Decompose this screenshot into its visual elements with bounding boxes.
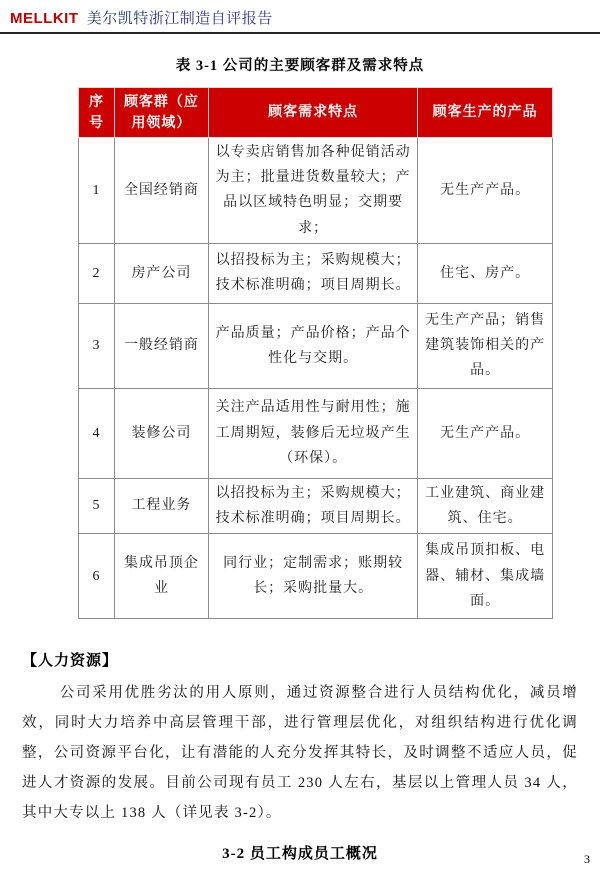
brand-logo-text: MELLKIT [10,10,79,27]
table-cell: 集成吊顶企业 [115,534,209,619]
page-content [0,54,600,863]
table-header-row [79,88,553,138]
table-row [79,478,553,533]
table-cell: 无生产产品。 [418,388,553,478]
hr-section-paragraph: 公司采用优胜劣汰的用人原则，通过资源整合进行人员结构优化，减员增效，同时大力培养中高层管理干部，进行管理层优化，对组织结构进行优化调整，公司资源平台化，让有潜能的人充分发挥其特长，及时调整不适应人员，促进人才资源的发展。目前公司现有员工 230 人左右，基层以上管理人员 34 人，其中大专以上 138 人（详见表 3-2）。 [22,685,578,822]
customer-groups-table [78,87,553,619]
table-column-header-4: 顾客生产的产品 [418,88,553,138]
table-cell: 房产公司 [115,243,209,303]
header-report-label: 自评报告 [210,11,273,27]
table-cell: 6 [79,534,115,619]
table-row [79,388,553,478]
table-cell: 以专卖店销售加各种促销活动为主；批量进货数量较大；产品以区域特色明显；交期要求； [208,138,418,244]
table-cell: 以招投标为主；采购规模大；技术标准明确；项目周期长。 [208,478,418,533]
table-cell: 无生产产品；销售建筑装饰相关的产品。 [418,303,553,388]
running-header [0,0,600,28]
table-cell: 住宅、房产。 [418,243,553,303]
table-cell: 同行业；定制需求；账期较长；采购批量大。 [208,534,418,619]
table-cell: 1 [79,138,115,244]
table-row [79,243,553,303]
table-cell: 4 [79,388,115,478]
table-cell: 全国经销商 [115,138,209,244]
table-cell: 关注产品适用性与耐用性；施工周期短，装修后无垃圾产生（环保）。 [208,388,418,478]
table-cell: 工业建筑、商业建筑、住宅。 [418,478,553,533]
table-column-header-2: 顾客群（应用领域） [115,88,209,138]
table-cell: 无生产产品。 [418,138,553,244]
table-cell: 2 [79,243,115,303]
table-caption: 表 3-1 公司的主要顾客群及需求特点 [175,58,425,74]
hr-section-heading: 【人力资源】 [22,653,119,670]
table-row [79,138,553,244]
table-cell: 集成吊顶扣板、电器、辅材、集成墙面。 [418,534,553,619]
table-cell: 以招投标为主；采购规模大；技术标准明确；项目周期长。 [208,243,418,303]
table-row [79,303,553,388]
table-cell: 工程业务 [115,478,209,533]
table-column-header-1: 序号 [79,88,115,138]
table-cell: 一般经销商 [115,303,209,388]
table-row [79,534,553,619]
header-zhejiang-label: 浙江制造 [148,11,211,27]
table-cell: 产品质量；产品价格；产品个性化与交期。 [208,303,418,388]
table-cell: 3 [79,303,115,388]
brand-chinese-name: 美尔凯特 [86,11,149,27]
table-cell: 5 [79,478,115,533]
subsection-title: 3-2 员工构成员工概况 [222,846,378,863]
table-body [79,138,553,619]
table-column-header-3: 顾客需求特点 [208,88,418,138]
table-cell: 装修公司 [115,388,209,478]
header-divider [0,32,600,34]
page-number: 3 [584,852,590,866]
